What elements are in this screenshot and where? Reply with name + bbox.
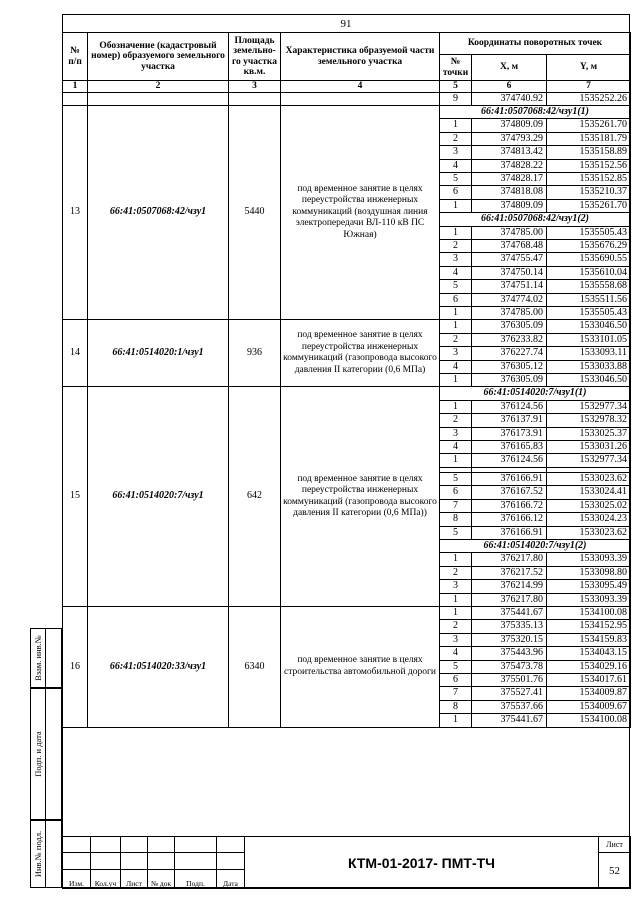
x-coordinate: 376166.91	[472, 472, 547, 485]
side-box-inventory	[30, 820, 62, 888]
y-coordinate: 1534159.83	[547, 633, 631, 646]
x-coordinate: 374740.92	[472, 92, 547, 105]
point-number: 5	[440, 472, 472, 485]
y-coordinate: 1533098.80	[547, 566, 631, 579]
part-description: под временное занятие в целях переустройства инженерных коммуникаций (воздушная линия электропередачи ВЛ-110 кВ ПС Южная)	[281, 105, 440, 320]
side-label: Подп. и дата	[33, 731, 43, 777]
point-number: 3	[440, 146, 472, 159]
x-coordinate: 374755.47	[472, 253, 547, 266]
x-coordinate: 375335.13	[472, 620, 547, 633]
point-number: 4	[440, 360, 472, 373]
x-coordinate: 376305.09	[472, 374, 547, 387]
cell-empty	[88, 92, 229, 105]
x-coordinate: 375501.76	[472, 673, 547, 686]
x-coordinate: 376166.91	[472, 526, 547, 539]
y-coordinate: 1533031.26	[547, 441, 631, 454]
point-number: 7	[440, 499, 472, 512]
header-cadastral: Обозначение (кадастровый номер) образуемого земельного участка	[88, 33, 229, 81]
header-point: № точки	[440, 55, 472, 81]
point-number: 5	[440, 172, 472, 185]
point-number: 4	[440, 159, 472, 172]
x-coordinate: 374785.00	[472, 226, 547, 239]
x-coordinate: 376233.82	[472, 333, 547, 346]
point-number: 2	[440, 132, 472, 145]
x-coordinate: 375537.66	[472, 700, 547, 713]
col-number: 5	[440, 81, 472, 93]
point-number: 5	[440, 660, 472, 673]
part-description: под временное занятие в целях строительства автомобильной дороги	[281, 606, 440, 727]
x-coordinate: 375527.41	[472, 687, 547, 700]
x-coordinate: 374813.42	[472, 146, 547, 159]
cadastral-number: 66:41:0514020:33/чзу1	[88, 606, 229, 727]
y-coordinate: 1533033.88	[547, 360, 631, 373]
y-coordinate: 1535676.29	[547, 239, 631, 252]
x-coordinate: 376124.56	[472, 400, 547, 413]
col-number: 6	[472, 81, 547, 93]
stamp-col-label: Дата	[217, 870, 245, 889]
point-number: 3	[440, 427, 472, 440]
point-number: 1	[440, 553, 472, 566]
y-coordinate: 1535210.37	[547, 186, 631, 199]
x-coordinate: 374793.29	[472, 132, 547, 145]
title-block	[62, 836, 631, 889]
x-coordinate: 376124.56	[472, 454, 547, 467]
y-coordinate: 1534152.95	[547, 620, 631, 633]
y-coordinate: 1532977.34	[547, 454, 631, 467]
side-box-replacement	[30, 628, 62, 688]
x-coordinate: 376137.91	[472, 414, 547, 427]
header-area: Площадь земельно-го участка кв.м.	[229, 33, 281, 81]
y-coordinate: 1535505.43	[547, 226, 631, 239]
cell-empty	[63, 92, 88, 105]
point-number: 3	[440, 633, 472, 646]
point-number: 9	[440, 92, 472, 105]
header-coordinates: Координаты поворотных точек	[440, 33, 631, 55]
y-coordinate: 1533093.39	[547, 593, 631, 606]
x-coordinate: 376165.83	[472, 441, 547, 454]
point-number: 6	[440, 486, 472, 499]
point-number: 3	[440, 347, 472, 360]
point-number: 2	[440, 333, 472, 346]
point-number: 5	[440, 526, 472, 539]
point-number: 7	[440, 687, 472, 700]
x-coordinate: 374828.17	[472, 172, 547, 185]
point-number: 2	[440, 620, 472, 633]
point-number: 6	[440, 186, 472, 199]
x-coordinate: 375441.67	[472, 714, 547, 727]
y-coordinate: 1535261.70	[547, 199, 631, 212]
y-coordinate: 1535181.79	[547, 132, 631, 145]
y-coordinate: 1535558.68	[547, 280, 631, 293]
y-coordinate: 1533024.41	[547, 486, 631, 499]
stamp-col-label: Лист	[121, 870, 148, 889]
sheet-number: 52	[599, 853, 631, 889]
cell-empty	[229, 92, 281, 105]
x-coordinate: 376166.12	[472, 513, 547, 526]
x-coordinate: 374809.09	[472, 119, 547, 132]
point-number: 4	[440, 647, 472, 660]
point-number: 2	[440, 566, 472, 579]
x-coordinate: 376217.80	[472, 593, 547, 606]
y-coordinate: 1535152.56	[547, 159, 631, 172]
x-coordinate: 374785.00	[472, 307, 547, 320]
row-number: 16	[63, 606, 88, 727]
page-number: 91	[340, 18, 352, 30]
contour-title: 66:41:0514020:7/чзу1(2)	[440, 539, 631, 552]
cell-empty	[281, 92, 440, 105]
contour-title: 66:41:0507068:42/чзу1(2)	[440, 213, 631, 226]
y-coordinate: 1535505.43	[547, 307, 631, 320]
y-coordinate: 1535690.55	[547, 253, 631, 266]
y-coordinate: 1533093.11	[547, 347, 631, 360]
coordinates-table	[62, 32, 631, 728]
col-number: 7	[547, 81, 631, 93]
point-number: 1	[440, 320, 472, 333]
part-description: под временное занятие в целях переустройства инженерных коммуникаций (газопровода высокого давления II категории (0,6 МПа))	[281, 387, 440, 607]
y-coordinate: 1533046.50	[547, 320, 631, 333]
y-coordinate: 1533101.05	[547, 333, 631, 346]
point-number: 1	[440, 400, 472, 413]
point-number: 5	[440, 280, 472, 293]
y-coordinate: 1534100.08	[547, 606, 631, 619]
y-coordinate: 1535158.89	[547, 146, 631, 159]
y-coordinate: 1535152.85	[547, 172, 631, 185]
y-coordinate: 1533093.39	[547, 553, 631, 566]
header-x: X, м	[472, 55, 547, 81]
y-coordinate: 1535511.56	[547, 293, 631, 306]
x-coordinate: 374818.08	[472, 186, 547, 199]
y-coordinate: 1533025.02	[547, 499, 631, 512]
side-box-signature	[30, 688, 62, 820]
table-row	[63, 92, 631, 105]
x-coordinate: 374809.09	[472, 199, 547, 212]
point-number: 1	[440, 119, 472, 132]
table-row	[63, 606, 631, 619]
x-coordinate: 376214.99	[472, 580, 547, 593]
document-code: КТМ-01-2017- ПМТ-ТЧ	[245, 837, 599, 889]
stamp-col-label: Подп.	[175, 870, 217, 889]
x-coordinate: 376227.74	[472, 347, 547, 360]
x-coordinate: 375443.96	[472, 647, 547, 660]
col-number: 3	[229, 81, 281, 93]
table-row	[63, 320, 631, 333]
point-number: 1	[440, 454, 472, 467]
point-number: 1	[440, 226, 472, 239]
point-number: 1	[440, 593, 472, 606]
row-number: 14	[63, 320, 88, 387]
x-coordinate: 375320.15	[472, 633, 547, 646]
x-coordinate: 375473.78	[472, 660, 547, 673]
y-coordinate: 1533023.62	[547, 472, 631, 485]
point-number: 1	[440, 606, 472, 619]
x-coordinate: 376217.80	[472, 553, 547, 566]
area-value: 642	[229, 387, 281, 607]
row-number: 13	[63, 105, 88, 320]
row-number: 15	[63, 387, 88, 607]
area-value: 5440	[229, 105, 281, 320]
col-number: 4	[281, 81, 440, 93]
x-coordinate: 376173.91	[472, 427, 547, 440]
point-number: 2	[440, 414, 472, 427]
col-number: 2	[88, 81, 229, 93]
point-number: 3	[440, 580, 472, 593]
y-coordinate: 1533024.23	[547, 513, 631, 526]
x-coordinate: 376305.09	[472, 320, 547, 333]
y-coordinate: 1534100.08	[547, 714, 631, 727]
y-coordinate: 1534009.87	[547, 687, 631, 700]
y-coordinate: 1532977.34	[547, 400, 631, 413]
contour-title: 66:41:0507068:42/чзу1(1)	[440, 105, 631, 118]
x-coordinate: 376166.72	[472, 499, 547, 512]
x-coordinate: 376305.12	[472, 360, 547, 373]
point-number: 6	[440, 293, 472, 306]
header-description: Характеристика образуемой части земельного участка	[281, 33, 440, 81]
point-number: 4	[440, 441, 472, 454]
x-coordinate: 376167.52	[472, 486, 547, 499]
x-coordinate: 376217.52	[472, 566, 547, 579]
point-number: 3	[440, 253, 472, 266]
stamp-col-label: Изм.	[63, 870, 91, 889]
y-coordinate: 1534009.67	[547, 700, 631, 713]
side-label: Взам. инв.№	[33, 635, 43, 681]
y-coordinate: 1533023.62	[547, 526, 631, 539]
y-coordinate: 1533025.37	[547, 427, 631, 440]
y-coordinate: 1533046.50	[547, 374, 631, 387]
cadastral-number: 66:41:0514020:1/чзу1	[88, 320, 229, 387]
side-label: Инв.№ подл.	[33, 830, 43, 878]
x-coordinate: 374751.14	[472, 280, 547, 293]
y-coordinate: 1535610.04	[547, 266, 631, 279]
point-number: 6	[440, 673, 472, 686]
point-number: 1	[440, 714, 472, 727]
point-number: 1	[440, 199, 472, 212]
x-coordinate: 374768.48	[472, 239, 547, 252]
y-coordinate: 1535252.26	[547, 92, 631, 105]
sheet-label: Лист	[599, 837, 631, 853]
point-number: 1	[440, 307, 472, 320]
point-number: 1	[440, 374, 472, 387]
area-value: 6340	[229, 606, 281, 727]
x-coordinate: 374774.02	[472, 293, 547, 306]
y-coordinate: 1534043.15	[547, 647, 631, 660]
y-coordinate: 1534017.61	[547, 673, 631, 686]
point-number: 2	[440, 239, 472, 252]
table-row	[63, 105, 631, 118]
contour-title: 66:41:0514020:7/чзу1(1)	[440, 387, 631, 400]
point-number: 8	[440, 513, 472, 526]
part-description: под временное занятие в целях переустройства инженерных коммуникаций (газопровода высокого давления II категории (0,6 МПа)	[281, 320, 440, 387]
area-value: 936	[229, 320, 281, 387]
y-coordinate: 1532978.32	[547, 414, 631, 427]
x-coordinate: 374750.14	[472, 266, 547, 279]
point-number: 8	[440, 700, 472, 713]
header-row-number: № п/п	[63, 33, 88, 81]
point-number: 4	[440, 266, 472, 279]
col-number: 1	[63, 81, 88, 93]
cadastral-number: 66:41:0507068:42/чзу1	[88, 105, 229, 320]
table-row	[63, 387, 631, 400]
y-coordinate: 1534029.16	[547, 660, 631, 673]
header-y: Y, м	[547, 55, 631, 81]
y-coordinate: 1533095.49	[547, 580, 631, 593]
x-coordinate: 374828.22	[472, 159, 547, 172]
y-coordinate: 1535261.70	[547, 119, 631, 132]
cadastral-number: 66:41:0514020:7/чзу1	[88, 387, 229, 607]
stamp-col-label: № док	[148, 870, 175, 889]
stamp-col-label: Кол.уч	[91, 870, 121, 889]
x-coordinate: 375441.67	[472, 606, 547, 619]
